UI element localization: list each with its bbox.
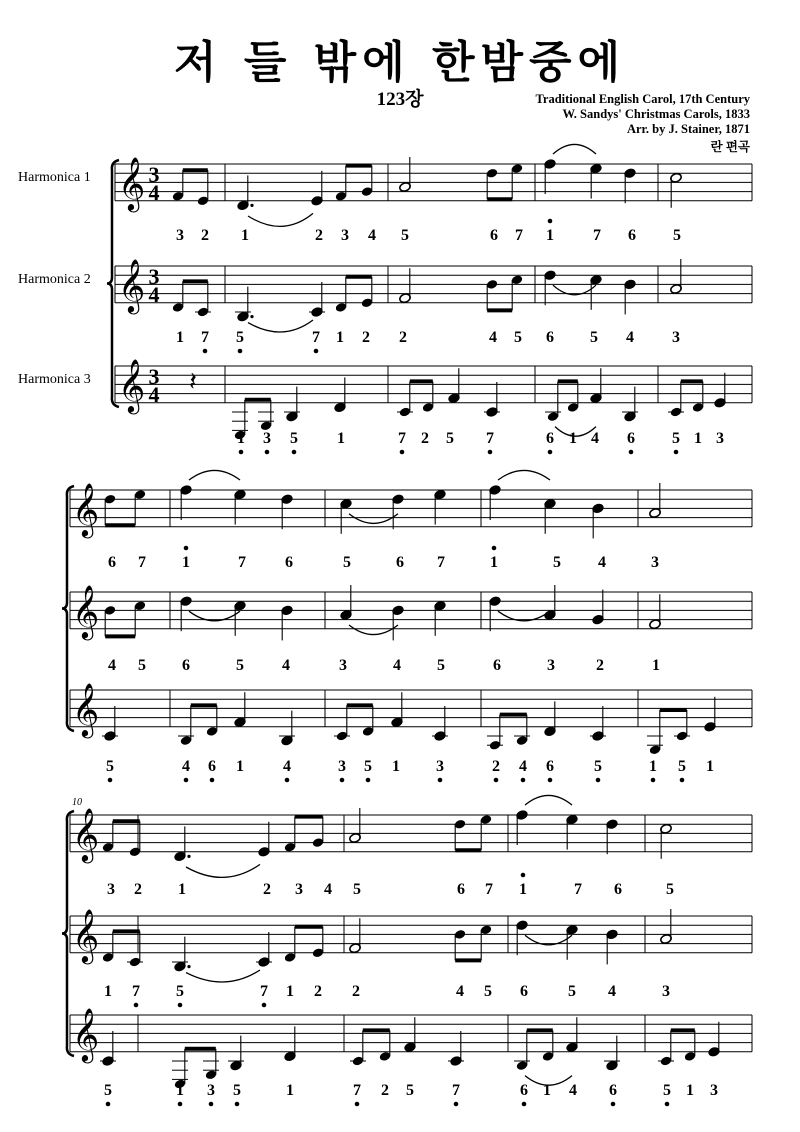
harmonica-number: 4	[393, 657, 401, 674]
octave-down-dot	[108, 778, 113, 783]
harmonica-number: 3	[662, 983, 670, 1000]
harmonica-number: 6	[490, 227, 498, 244]
octave-down-dot	[366, 778, 371, 783]
harmonica-number: 5	[138, 657, 146, 674]
augmentation-dot	[250, 315, 253, 318]
octave-down-dot	[596, 778, 601, 783]
octave-down-dot	[285, 778, 290, 783]
harmonica-number: 5	[236, 329, 244, 346]
harmonica-number: 3	[107, 881, 115, 898]
harmonica-number: 4	[519, 758, 527, 775]
augmentation-dot	[250, 204, 253, 207]
harmonica-number: 1	[519, 881, 527, 898]
treble-clef-icon: 𝄞	[72, 482, 100, 536]
octave-down-dot	[314, 349, 319, 354]
harmonica-number: 5	[666, 881, 674, 898]
harmonica-number: 1	[337, 430, 345, 447]
slur	[553, 144, 596, 154]
octave-down-dot	[235, 1102, 240, 1107]
augmentation-dot	[187, 965, 190, 968]
harmonica-number: 2	[201, 227, 209, 244]
harmonica-number: 4	[282, 657, 290, 674]
harmonica-number: 1	[176, 1082, 184, 1099]
harmonica-number: 7	[201, 329, 209, 346]
harmonica-number: 1	[649, 758, 657, 775]
harmonica-number: 1	[490, 554, 498, 571]
harmonica-number: 4	[591, 430, 599, 447]
credit-source: W. Sandys' Christmas Carols, 1833	[562, 107, 750, 121]
harmonica-number: 5	[514, 329, 522, 346]
harmonica-number: 1	[569, 430, 577, 447]
harmonica-number: 7	[485, 881, 493, 898]
octave-down-dot	[680, 778, 685, 783]
harmonica-number: 2	[352, 983, 360, 1000]
harmonica-number: 3	[436, 758, 444, 775]
harmonica-number: 6	[546, 430, 554, 447]
harmonica-number: 5	[290, 430, 298, 447]
octave-down-dot	[454, 1102, 459, 1107]
slur	[498, 470, 550, 480]
harmonica-number: 6	[614, 881, 622, 898]
octave-down-dot	[184, 778, 189, 783]
slur	[248, 320, 313, 332]
harmonica-number: 1	[286, 983, 294, 1000]
credit-origin: Traditional English Carol, 17th Century	[535, 92, 750, 106]
harmonica-number: 3	[263, 430, 271, 447]
octave-down-dot	[106, 1102, 111, 1107]
slur	[186, 864, 260, 877]
harmonica-number: 6	[457, 881, 465, 898]
time-signature-top: 3	[148, 364, 160, 389]
harmonica-number: 3	[672, 329, 680, 346]
harmonica-number: 5	[236, 657, 244, 674]
time-signature-bottom: 4	[148, 382, 160, 407]
slur	[248, 213, 313, 226]
harmonica-number: 6	[627, 430, 635, 447]
octave-up-dot	[521, 873, 526, 878]
harmonica-number: 5	[353, 881, 361, 898]
harmonica-number: 6	[546, 758, 554, 775]
harmonica-number: 7	[398, 430, 406, 447]
octave-down-dot	[292, 450, 297, 455]
harmonica-number: 5	[364, 758, 372, 775]
octave-down-dot	[238, 349, 243, 354]
harmonica-number: 7	[138, 554, 146, 571]
slur	[189, 470, 240, 480]
treble-clef-icon: 𝄞	[72, 807, 100, 861]
hymn-number: 123장	[376, 89, 424, 110]
harmonica-number: 3	[651, 554, 659, 571]
octave-down-dot	[651, 778, 656, 783]
harmonica-number: 4	[324, 881, 332, 898]
octave-down-dot	[239, 450, 244, 455]
harmonica-number: 3	[295, 881, 303, 898]
harmonica-number: 1	[336, 329, 344, 346]
harmonica-number: 3	[339, 657, 347, 674]
harmonica-number: 7	[574, 881, 582, 898]
harmonica-number: 6	[609, 1082, 617, 1099]
harmonica-number: 6	[520, 983, 528, 1000]
harmonica-number: 7	[238, 554, 246, 571]
treble-clef-icon: 𝄞	[72, 1007, 100, 1061]
harmonica-number: 4	[108, 657, 116, 674]
octave-down-dot	[210, 778, 215, 783]
harmonica-number: 3	[338, 758, 346, 775]
instrument-label-harmonica-2: Harmonica 2	[18, 272, 91, 287]
harmonica-number: 5	[672, 430, 680, 447]
harmonica-number: 2	[134, 881, 142, 898]
harmonica-number: 7	[132, 983, 140, 1000]
harmonica-number: 5	[406, 1082, 414, 1099]
harmonica-number: 1	[241, 227, 249, 244]
harmonica-number: 4	[608, 983, 616, 1000]
page-title: 저 들 밖에 한밤중에	[174, 37, 626, 88]
octave-down-dot	[438, 778, 443, 783]
harmonica-number: 6	[108, 554, 116, 571]
harmonica-number: 5	[590, 329, 598, 346]
harmonica-number: 5	[343, 554, 351, 571]
treble-clef-icon: 𝄞	[72, 584, 100, 638]
credit-arrangement: 란 편곡	[710, 140, 750, 154]
treble-clef-icon: 𝄞	[118, 258, 146, 312]
harmonica-number: 4	[626, 329, 634, 346]
harmonica-number: 5	[176, 983, 184, 1000]
harmonica-number: 7	[312, 329, 320, 346]
treble-clef-icon: 𝄞	[118, 156, 146, 210]
augmentation-dot	[187, 855, 190, 858]
octave-down-dot	[262, 1003, 267, 1008]
harmonica-number: 7	[515, 227, 523, 244]
harmonica-number: 5	[594, 758, 602, 775]
harmonica-number: 7	[353, 1082, 361, 1099]
harmonica-number: 5	[553, 554, 561, 571]
harmonica-number: 7	[593, 227, 601, 244]
time-signature-bottom: 4	[148, 180, 160, 205]
harmonica-number: 1	[686, 1082, 694, 1099]
harmonica-number: 6	[208, 758, 216, 775]
time-signature-top: 3	[148, 162, 160, 187]
octave-down-dot	[488, 450, 493, 455]
octave-down-dot	[521, 778, 526, 783]
octave-down-dot	[340, 778, 345, 783]
harmonica-number: 4	[283, 758, 291, 775]
octave-up-dot	[492, 546, 497, 551]
slur	[525, 795, 572, 805]
octave-down-dot	[494, 778, 499, 783]
harmonica-number: 6	[520, 1082, 528, 1099]
octave-down-dot	[548, 778, 553, 783]
harmonica-number: 2	[263, 881, 271, 898]
harmonica-number: 7	[260, 983, 268, 1000]
harmonica-number: 3	[710, 1082, 718, 1099]
harmonica-number: 7	[486, 430, 494, 447]
octave-down-dot	[178, 1003, 183, 1008]
octave-down-dot	[355, 1102, 360, 1107]
octave-down-dot	[203, 349, 208, 354]
harmonica-number: 2	[421, 430, 429, 447]
harmonica-number: 4	[182, 758, 190, 775]
harmonica-number: 3	[176, 227, 184, 244]
harmonica-number: 7	[452, 1082, 460, 1099]
octave-up-dot	[184, 546, 189, 551]
octave-down-dot	[548, 450, 553, 455]
harmonica-number: 1	[392, 758, 400, 775]
slur	[186, 970, 260, 982]
time-signature-bottom: 4	[148, 282, 160, 307]
octave-down-dot	[611, 1102, 616, 1107]
treble-clef-icon: 𝄞	[118, 358, 146, 412]
harmonica-number: 1	[182, 554, 190, 571]
harmonica-number: 2	[315, 227, 323, 244]
harmonica-number: 2	[314, 983, 322, 1000]
harmonica-number: 2	[492, 758, 500, 775]
treble-clef-icon: 𝄞	[72, 908, 100, 962]
octave-down-dot	[209, 1102, 214, 1107]
harmonica-number: 1	[104, 983, 112, 1000]
octave-down-dot	[265, 450, 270, 455]
quarter-rest-icon: 𝄽	[189, 367, 197, 397]
harmonica-number: 1	[178, 881, 186, 898]
harmonica-number: 5	[663, 1082, 671, 1099]
octave-down-dot	[178, 1102, 183, 1107]
harmonica-number: 1	[694, 430, 702, 447]
harmonica-number: 4	[569, 1082, 577, 1099]
harmonica-number: 2	[596, 657, 604, 674]
harmonica-number: 5	[484, 983, 492, 1000]
harmonica-number: 1	[176, 329, 184, 346]
harmonica-number: 3	[716, 430, 724, 447]
harmonica-number: 6	[285, 554, 293, 571]
slur	[349, 514, 398, 524]
instrument-label-harmonica-3: Harmonica 3	[18, 372, 91, 387]
harmonica-number: 4	[368, 227, 376, 244]
harmonica-number: 4	[598, 554, 606, 571]
octave-down-dot	[134, 1003, 139, 1008]
harmonica-number: 5	[678, 758, 686, 775]
measure-number: 10	[72, 797, 82, 808]
treble-clef-icon: 𝄞	[72, 682, 100, 736]
harmonica-number: 2	[362, 329, 370, 346]
harmonica-number: 1	[543, 1082, 551, 1099]
harmonica-number: 1	[236, 758, 244, 775]
harmonica-number: 1	[286, 1082, 294, 1099]
harmonica-number: 2	[399, 329, 407, 346]
harmonica-number: 2	[381, 1082, 389, 1099]
harmonica-number: 6	[182, 657, 190, 674]
harmonica-number: 5	[568, 983, 576, 1000]
harmonica-number: 1	[652, 657, 660, 674]
octave-down-dot	[400, 450, 405, 455]
harmonica-number: 1	[237, 430, 245, 447]
instrument-label-harmonica-1: Harmonica 1	[18, 170, 91, 185]
harmonica-number: 5	[446, 430, 454, 447]
harmonica-number: 5	[401, 227, 409, 244]
octave-down-dot	[629, 450, 634, 455]
harmonica-number: 6	[493, 657, 501, 674]
harmonica-number: 7	[437, 554, 445, 571]
harmonica-number: 4	[456, 983, 464, 1000]
harmonica-number: 6	[546, 329, 554, 346]
credit-arranger: Arr. by J. Stainer, 1871	[626, 122, 750, 136]
harmonica-number: 5	[106, 758, 114, 775]
harmonica-number: 6	[628, 227, 636, 244]
harmonica-number: 5	[673, 227, 681, 244]
octave-up-dot	[548, 219, 553, 224]
harmonica-number: 1	[546, 227, 554, 244]
harmonica-number: 5	[437, 657, 445, 674]
harmonica-number: 5	[104, 1082, 112, 1099]
slur	[349, 625, 398, 635]
harmonica-number: 3	[547, 657, 555, 674]
harmonica-number: 6	[396, 554, 404, 571]
octave-down-dot	[522, 1102, 527, 1107]
harmonica-number: 3	[341, 227, 349, 244]
time-signature-top: 3	[148, 264, 160, 289]
harmonica-number: 5	[233, 1082, 241, 1099]
harmonica-number: 1	[706, 758, 714, 775]
octave-down-dot	[665, 1102, 670, 1107]
harmonica-number: 4	[489, 329, 497, 346]
harmonica-number: 3	[207, 1082, 215, 1099]
octave-down-dot	[674, 450, 679, 455]
